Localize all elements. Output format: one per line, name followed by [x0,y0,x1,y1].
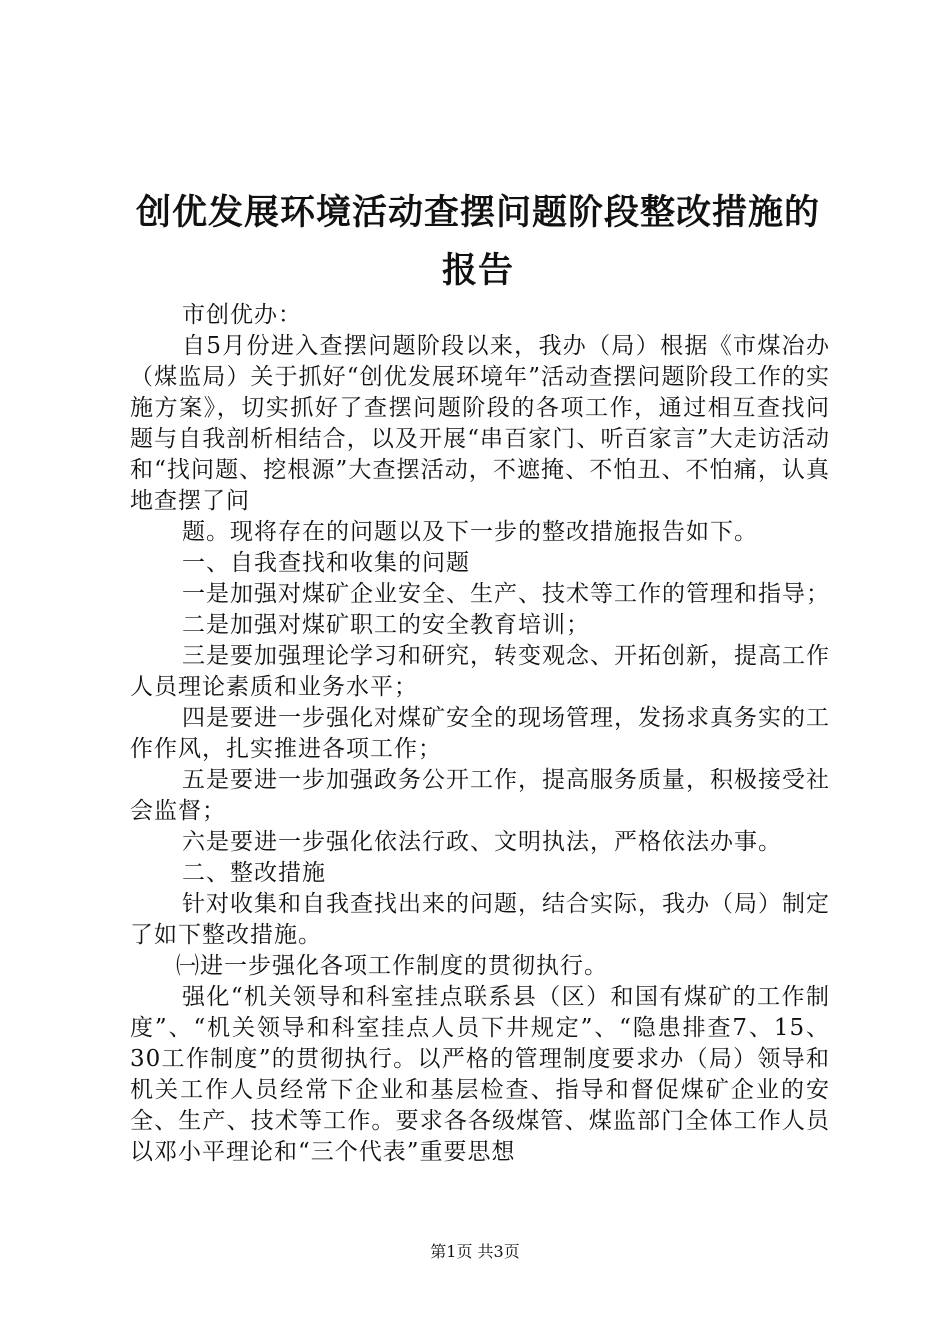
measure-detail-1: 强化“机关领导和科室挂点联系县（区）和国有煤矿的工作制度”、“机关领导和科室挂点人员下井规定”、“隐患排查7、15、30工作制度”的贯彻执行。以严格的管理制度要求办（局）领导和机关工作人员经常下企业和基层检查、指导和督促煤矿企业的安全、生产、技术等工作。要求各各级煤管、煤监部门全体工作人员以邓小平理论和“三个代表”重要思想 [130,984,830,1165]
measures-intro: 针对收集和自我查找出来的问题，结合实际，我办（局）制定了如下整改措施。 [130,891,830,948]
problem-item-2: 二是加强对煤矿职工的安全教育培训； [182,612,590,638]
intro-continuation: 题。现将存在的问题以及下一步的整改措施报告如下。 [182,519,758,545]
salutation: 市创优办： [182,302,302,328]
problem-item-4: 四是要进一步强化对煤矿安全的现场管理，发扬求真务实的工作作风，扎实推进各项工作； [130,705,830,762]
document-title: 创优发展环境活动查摆问题阶段整改措施的报告 [135,193,820,291]
problem-item-5: 五是要进一步加强政务公开工作，提高服务质量，积极接受社会监督； [130,767,830,824]
page-footer: 第1页 共3页 [430,1242,520,1261]
problem-item-1: 一是加强对煤矿企业安全、生产、技术等工作的管理和指导； [182,581,830,607]
intro-paragraph: 自5月份进入查摆问题阶段以来，我办（局）根据《市煤冶办（煤监局）关于抓好“创优发展环境年”活动查摆问题阶段工作的实施方案》，切实抓好了查摆问题阶段的各项工作，通过相互查找问题与自我剖析相结合，以及开展“串百家门、听百家言”大走访活动和“找问题、挖根源”大查摆活动，不遮掩、不怕丑、不怕痛，认真地查摆了问 [130,333,830,514]
section-heading-measures: 二、整改措施 [182,860,326,886]
document-body [130,300,830,1168]
section-heading-problems: 一、自我查找和收集的问题 [182,550,470,576]
problem-item-6: 六是要进一步强化依法行政、文明执法，严格依法办事。 [182,829,782,855]
problem-item-3: 三是要加强理论学习和研究，转变观念、开拓创新，提高工作人员理论素质和业务水平； [130,643,830,700]
measure-heading-1: ㈠进一步强化各项工作制度的贯彻执行。 [176,953,608,979]
